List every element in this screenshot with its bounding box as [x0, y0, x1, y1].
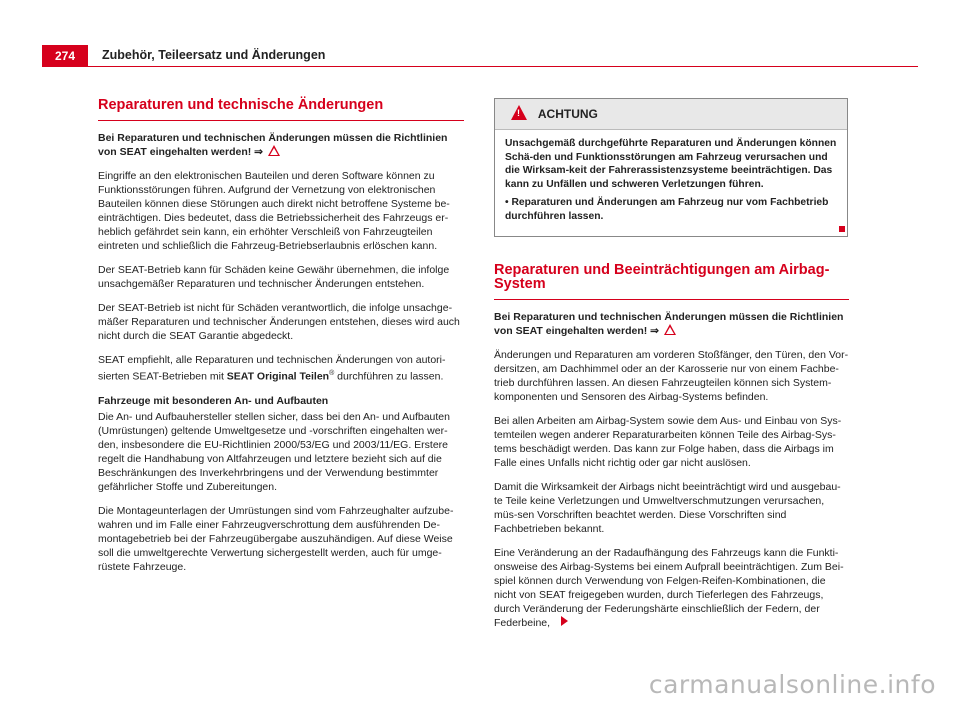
product-name: SEAT Original Teilen: [226, 370, 330, 383]
subheading: Fahrzeuge mit besonderen An- und Aufbauten: [98, 394, 329, 407]
warning-box-header: [495, 99, 847, 130]
warning-box: [494, 98, 848, 237]
registered-mark: ®: [329, 370, 335, 377]
left-column: [98, 98, 464, 584]
continue-arrow-icon: [561, 616, 568, 626]
bullet-glyph: •: [505, 197, 509, 208]
watermark: carmanualsonline.info: [648, 670, 936, 699]
paragraph: Eingriffe an den elektronischen Bauteilen und deren Software können zu Funktionsstörungen führen. Aufgrund der Vernetzung von elektronischen Bauteilen können diese Störungen auch direkt nicht betroffene Systeme be-einträchtigen. Dies bedeutet, dass die Betriebssicherheit des Fahrzeugs er-heblich gefährdet sein kann, ein erhöhter Verschleiß von Fahrzeugteilen eintreten und schließlich die Fahrzeug-Betriebserlaubnis erlöschen kann.: [98, 170, 450, 252]
lead-text: Bei Reparaturen und technischen Änderungen müssen die Richtlinien von SEAT eingehalten werden! ⇒: [98, 132, 448, 158]
lead-text: Bei Reparaturen und technischen Änderungen müssen die Richtlinien von SEAT eingehalten werden! ⇒: [494, 311, 844, 337]
paragraph: [98, 353, 464, 384]
section-end-marker: [839, 226, 845, 232]
paragraph: Damit die Wirksamkeit der Airbags nicht beeinträchtigt wird und ausgebau-te Teile keine Verletzungen und Umweltverschmutzungen verursachen, müs-sen Vorschriften beachtet werden. Diese Vorschriften sind Fachbetrieben bekannt.: [494, 481, 841, 535]
paragraph: Der SEAT-Betrieb ist nicht für Schäden verantwortlich, die infolge unsachge-mäßer Reparaturen und technischer Änderungen entstehen, dieses wird auch nicht durch die SEAT Garantie abgedeckt.: [98, 302, 460, 342]
warning-box-body: [495, 130, 847, 236]
warning-triangle-icon: [511, 105, 527, 120]
page-header-title: Zubehör, Teileersatz und Änderungen: [102, 48, 326, 62]
header-rule: [88, 66, 918, 67]
lead-paragraph: [494, 310, 849, 338]
paragraph-text: SEAT empfiehlt, alle Reparaturen und technischen Änderungen von autori-sierten SEAT-Betrieben mit: [98, 354, 446, 383]
right-column: [494, 98, 849, 640]
warning-text: Unsachgemäß durchgeführte Reparaturen und Änderungen können Schä-den und Funktionsstörungen am Fahrzeug verursachen und die Wirksam-keit der Fahrerassistenzsysteme beeinträchtigen. Das kann zu Unfällen und schweren Verletzungen führen.: [505, 138, 837, 190]
section-title-repairs: Reparaturen und technische Änderungen: [98, 98, 464, 121]
warning-glyph: !: [517, 108, 520, 118]
paragraph: Der SEAT-Betrieb kann für Schäden keine Gewähr übernehmen, die infolge unsachgemäßer Reparaturen und technischer Änderungen entstehen.: [98, 264, 450, 290]
paragraph: Die An- und Aufbauhersteller stellen sicher, dass bei den An- und Aufbauten (Umrüstungen) geltende Umweltgesetze und -vorschriften eingehalten wer-den, insbesondere die EU-Richtlinien 2000/53/EG und 2003/11/EG. Erstere regelt die Handhabung von Altfahrzeugen und letztere bezieht sich auf die Beschränkungen des Inverkehrbringens und der Verwendung bestimmter gefährlicher Stoffe und Zubereitungen.: [98, 410, 450, 493]
paragraph: Änderungen und Reparaturen am vorderen Stoßfänger, den Türen, den Vor-dersitzen, am Dachhimmel oder an der Karosserie nur von einem Fachbe-trieb durchführen lassen. An diesen Fahrzeugteilen können sich System-komponenten und Sensoren des Airbag-Systems befinden.: [494, 349, 849, 403]
section-title-airbag: Reparaturen und Beeinträchtigungen am Airbag-System: [494, 263, 849, 300]
paragraph: Bei allen Arbeiten am Airbag-System sowie dem Aus- und Einbau von Sys-temteilen wegen anderer Reparaturarbeiten können Teile des Airbag-Sys-tems beschädigt werden. Das kann zur Folge haben, dass die Airbags im Falle eines Unfalls nicht richtig oder gar nicht auslösen.: [494, 415, 842, 469]
page-number: 274: [42, 45, 88, 67]
paragraph-text: Eine Veränderung an der Radaufhängung des Fahrzeugs kann die Funkti-onsweise des Airbag-Systems bei einem Aufprall beeinträchtigen. Zum Bei-spiel können durch Verwendung von Felgen-Reifen-Kombinationen, die nicht von SEAT freigegeben wurden, durch Tieferlegen des Fahrzeugs, durch Veränderung der Federungshärte einschließlich der Federn, der Federbeine,: [494, 547, 844, 629]
warning-triangle-icon: [664, 324, 676, 335]
paragraph: [494, 546, 849, 630]
warning-triangle-icon: [268, 145, 280, 156]
warning-bullet: [505, 196, 837, 223]
paragraph-text: durchführen zu lassen.: [337, 370, 444, 383]
lead-paragraph: [98, 131, 464, 159]
paragraph: Die Montageunterlagen der Umrüstungen sind vom Fahrzeughalter aufzube-wahren und im Falle einer Fahrzeugverschrottung dem ausführenden De-montagebetrieb bei der Fahrzeugübergabe auszuhändigen. Auf diese Weise soll die umweltgerechte Verwertung sichergestellt werden, auch für umge-rüstete Fahrzeuge.: [98, 504, 454, 573]
warning-heading: ACHTUNG: [537, 107, 598, 121]
warning-bullet-text: Reparaturen und Änderungen am Fahrzeug nur vom Fachbetrieb durchführen lassen.: [505, 197, 829, 222]
